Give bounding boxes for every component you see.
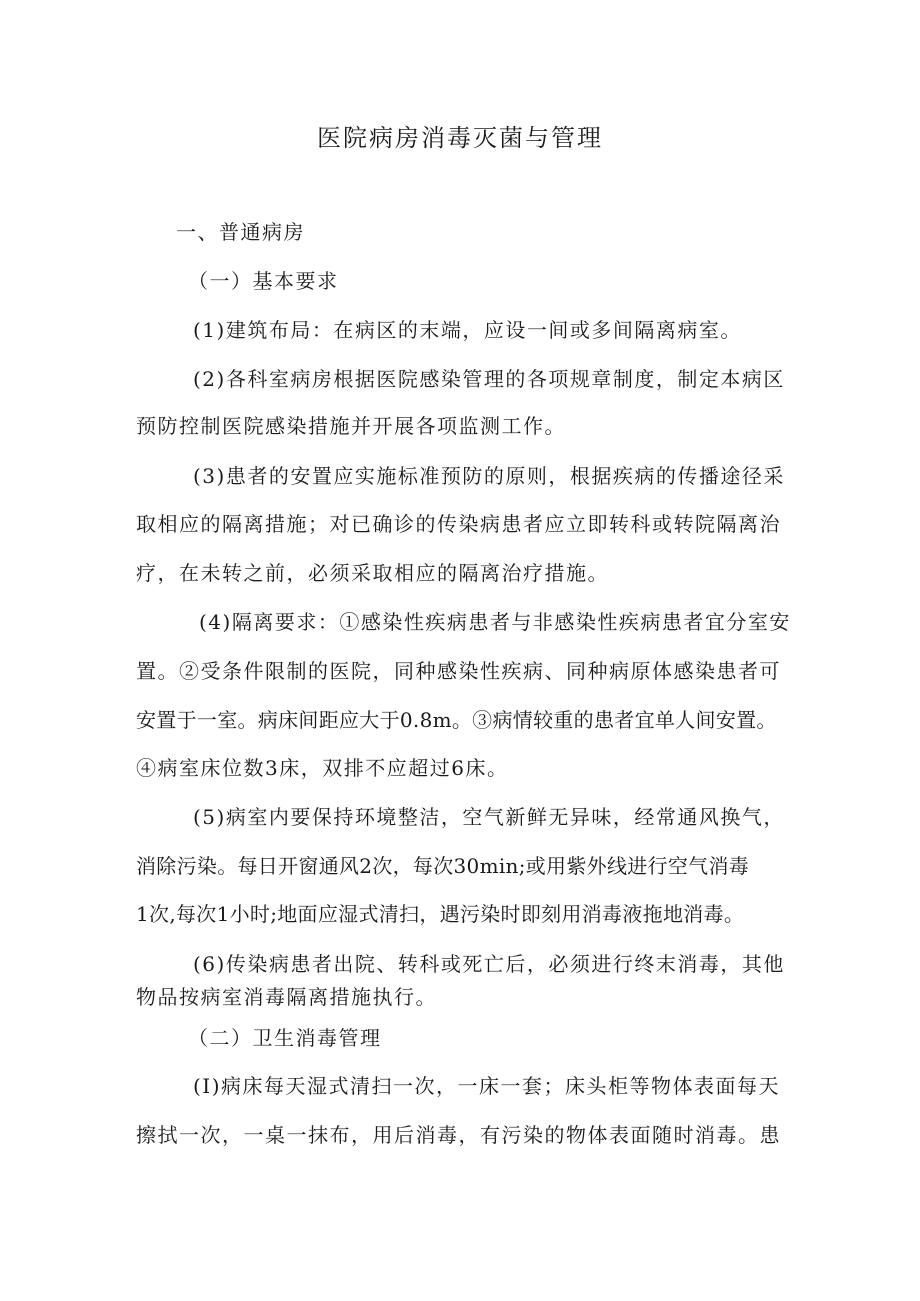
paragraph-line: 擦拭一次，一桌一抹布，用后消毒，有污染的物体表面随时消毒。患 <box>136 1123 781 1147</box>
paragraph-line: (6)传染病患者出院、转科或死亡后，必须进行终末消毒，其他 <box>193 952 785 976</box>
paragraph-line: (1)建筑布局：在病区的末端，应设一间或多间隔离病室。 <box>193 318 742 342</box>
paragraph-line: (4)隔离要求：①感染性疾病患者与非感染性疾病患者宜分室安 <box>199 610 791 634</box>
paragraph-line: 安置于一室。病床间距应大于0.8m。③病情较重的患者宜单人间安置。 <box>136 708 777 732</box>
paragraph-line: (2)各科室病房根据医院感染管理的各项规章制度，制定本病区 <box>193 367 785 391</box>
document-title: 医院病房消毒灭菌与管理 <box>317 124 603 152</box>
paragraph-line: 消除污染。每日开窗通风2次，每次30min;或用紫外线进行空气消毒 <box>136 854 750 878</box>
paragraph-line: 预防控制医院感染措施并开展各项监测工作。 <box>136 414 566 438</box>
section-heading: 一、普通病房 <box>176 220 305 244</box>
subsection-heading: （一）基本要求 <box>188 269 339 293</box>
paragraph-line: 取相应的隔离措施；对已确诊的传染病患者应立即转科或转院隔离治 <box>136 512 781 536</box>
paragraph-line: 物品按病室消毒隔离措施执行。 <box>136 985 437 1009</box>
paragraph-line: 1次,每次1小时;地面应湿式清扫，遇污染时即刻用消毒液拖地消毒。 <box>136 902 745 926</box>
paragraph-line: (I)病床每天湿式清扫一次，一床一套；床头柜等物体表面每天 <box>193 1074 781 1098</box>
paragraph-line: (3)患者的安置应实施标准预防的原则，根据疾病的传播途径采 <box>193 464 785 488</box>
paragraph-line: 疗，在未转之前，必须采取相应的隔离治疗措施。 <box>136 561 609 585</box>
paragraph-line: ④病室床位数3床，双排不应超过6床。 <box>136 756 509 780</box>
paragraph-line: 置。②受条件限制的医院，同种感染性疾病、同种病原体感染患者可 <box>136 659 781 683</box>
subsection-heading: （二）卫生消毒管理 <box>188 1026 382 1050</box>
paragraph-line: (5)病室内要保持环境整洁，空气新鲜无异味，经常通风换气， <box>193 805 785 829</box>
